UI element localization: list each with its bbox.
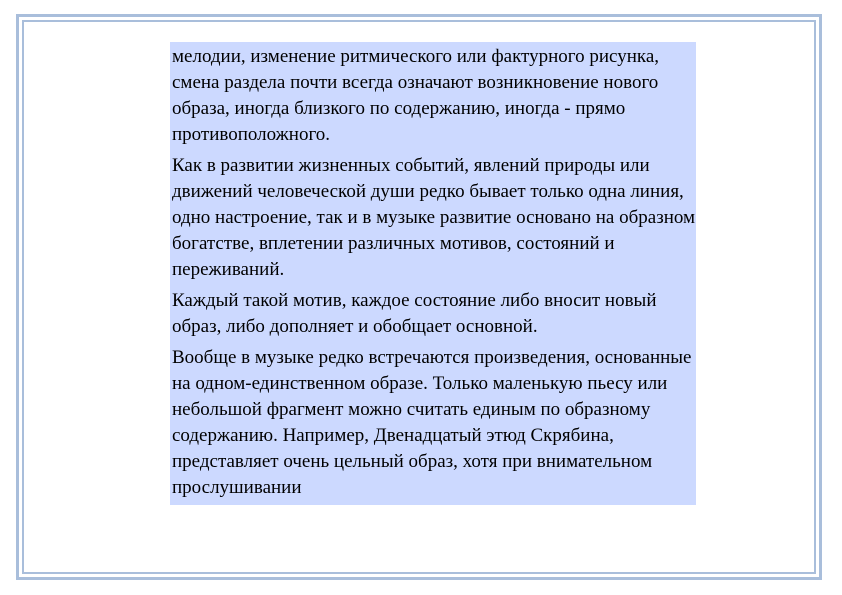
paragraph-2: Как в развитии жизненных событий, явлений природы или движений человеческой души редко бывает только одна линия, одно настроение, так и в музыке развитие основано на образном богатстве, вплетении различных мотивов, состояний и переживаний. [172,155,696,280]
paragraph-4: Вообще в музыке редко встречаются произведения, основанные на одном-единственном образе. Только маленькую пьесу или небольшой фрагмент можно считать единым по образному содержанию. Например, Двенадцатый этюд Скрябина, представляет очень цельный образ, хотя при внимательном прослушивании [172,347,692,498]
paragraph-1: мелодии, изменение ритмического или фактурного рисунка, смена раздела почти всегда означают возникновение нового образа, иногда близкого по содержанию, иногда - прямо противоположного. [172,46,659,145]
text-block [170,42,696,505]
paragraph-3: Каждый такой мотив, каждое состояние либо вносит новый образ, либо дополняет и обобщает основной. [172,290,657,337]
